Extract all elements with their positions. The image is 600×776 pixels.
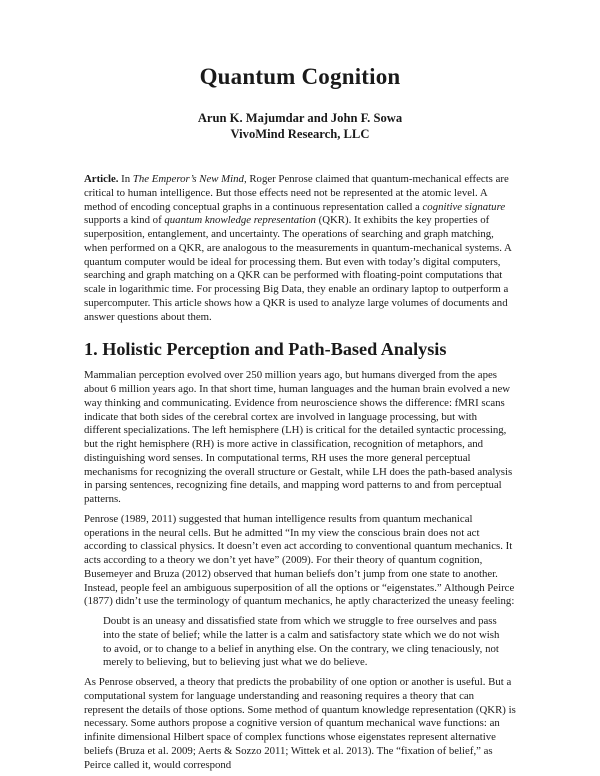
body-paragraph-2: Penrose (1989, 2011) suggested that human intelligence results from quantum mechanical operations in the neural cells. But he admitted “In my view the conscious brain does not act according to classical physics. It doesn’t even act according to conventional quantum mechanics. It acts according to a theory we don’t yet have” (2009). For their theory of quantum cognition, Busemeyer and Bruza (2012) observed that human beliefs don’t jump from one state to another. Instead, people feel an ambiguous superposition of all the options or “eigenstates.” Although Peirce (1877) didn’t use the terminology of quantum mechanics, he aptly characterized the uneasy feeling: [84, 512, 515, 608]
section-heading: 1. Holistic Perception and Path-Based Analysis [84, 339, 447, 360]
abstract-text-4: (QKR). It exhibits the key properties of superposition, entanglement, and uncertainty. The operations of searching and graph matching, when performed on a QKR, are analogous to the measurements in quantum-mechanical systems. A quantum computer would be ideal for processing them. But even with today’s digital computers, searching and graph matching on a QKR can be performed with floating-point computations that scale in logarithmic time. For processing Big Data, they enable an ordinary laptop to outperform a supercomputer. This article shows how a QKR is used to analyze large volumes of documents and answer questions about them. [84, 214, 512, 323]
author-names: Arun K. Majumdar and John F. Sowa [197, 111, 403, 125]
term-cognitive-signature: cognitive signature [422, 200, 506, 213]
abstract-paragraph [84, 173, 516, 324]
book-title: The Emperor’s New Mind [132, 173, 244, 185]
affiliation: VivoMind Research, LLC [230, 127, 370, 141]
abstract-text-2: , Roger Penrose claimed that quantum-mechanical effects are critical to human intelligence. But those effects need not be represented at the atomic level. A method of encoding conceptual graphs in a continuous representation called a [84, 173, 509, 213]
abstract-text-3: supports a kind of [84, 214, 165, 227]
block-quote: Doubt is an uneasy and dissatisfied state from which we struggle to free ourselves and pass into the state of belief; while the latter is a calm and satisfactory state which we do not wish to avoid, or to change to a belief in anything else. On the contrary, we cling tenaciously, not merely to believing, but to believing just what we do believe. [103, 615, 500, 669]
term-qkr: quantum knowledge representation [164, 214, 316, 227]
paper-title: Quantum Cognition [199, 64, 401, 89]
body-paragraph-3: As Penrose observed, a theory that predicts the probability of one option or another is useful. But a computational system for language understanding and reasoning requires a theory that can represent the details of those options. Some method of quantum knowledge representation (QKR) is necessary. Some authors propose a cognitive version of quantum mechanical wave functions: an infinite dimensional Hilbert space of complex functions whose eigenstates represent alternative beliefs (Bruza et al. 2009; Aerts & Sozzo 2011; Wittek et al. 2013). The “fixation of belief,” as Peirce called it, would correspond [84, 676, 516, 771]
abstract-lead: Article. [84, 173, 119, 185]
body-paragraph-1: Mammalian perception evolved over 250 million years ago, but humans diverged from the apes about 6 million years ago. In that short time, human languages and the human brain evolved a new way thinking and communicating. Evidence from neuroscience shows the difference: fMRI scans indicate that both sides of the cerebral cortex are involved in language processing, but with different specializations. The left hemisphere (LH) is critical for the detailed syntactic processing, but the right hemisphere (RH) is more active in classification, recognition of metaphors, and distinguishing word senses. In computational terms, RH uses the more general perceptual mechanisms for recognizing the overall structure or Gestalt, while LH does the path-based analysis in parsing sentences, recognizing fine details, and mapping word patterns to and from perceptual patterns. [84, 369, 513, 505]
abstract-text-1: In [118, 173, 133, 185]
